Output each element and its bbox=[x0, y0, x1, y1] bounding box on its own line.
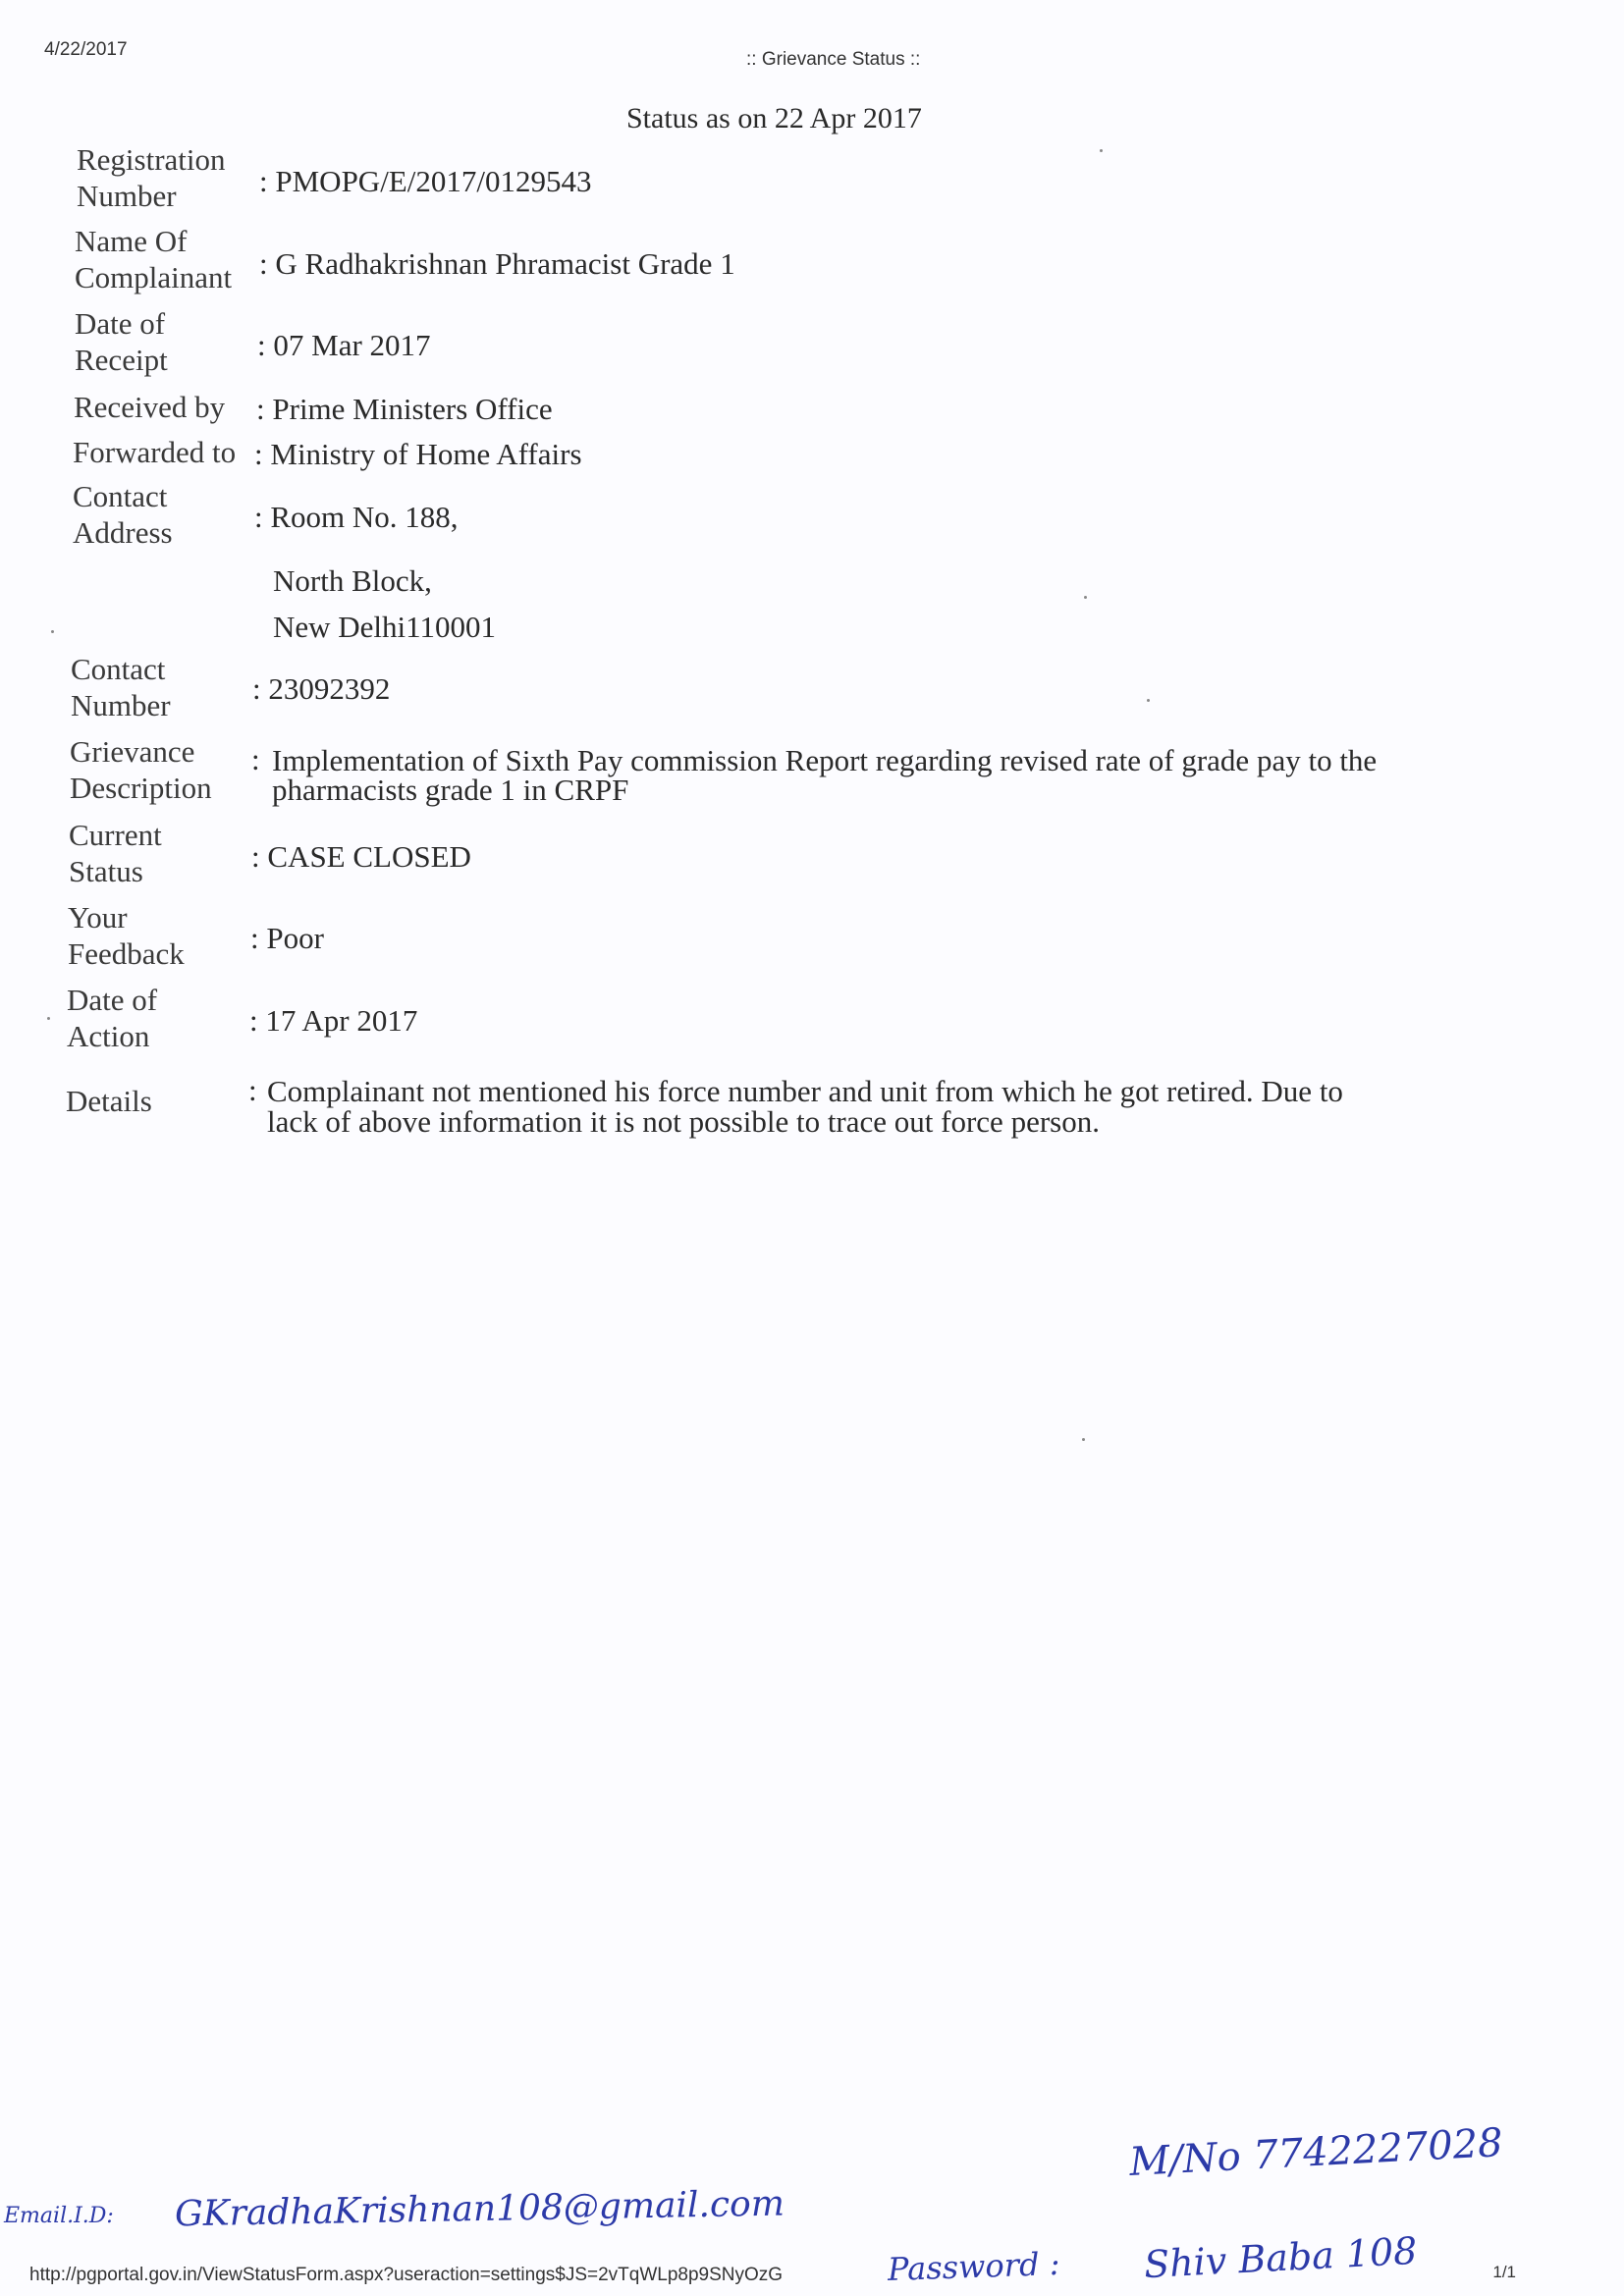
received-by-value: : Prime Ministers Office bbox=[256, 392, 553, 426]
complainant-name-value: : G Radhakrishnan Phramacist Grade 1 bbox=[259, 246, 735, 281]
status-heading: Status as on 22 Apr 2017 bbox=[626, 102, 922, 134]
page-number: 1/1 bbox=[1492, 2263, 1516, 2281]
registration-number-label: Registration Number bbox=[77, 142, 226, 213]
details-label: Details bbox=[66, 1084, 152, 1118]
feedback-value: : Poor bbox=[250, 921, 324, 955]
speck bbox=[1084, 596, 1087, 599]
speck bbox=[1100, 149, 1103, 152]
details-colon: : bbox=[248, 1073, 257, 1107]
contact-address-value: : Room No. 188, bbox=[254, 500, 459, 534]
contact-address-line2: North Block, bbox=[273, 563, 432, 598]
details-value: Complainant not mentioned his force number and unit from which he got retired. Due to lack of above information it is not possible to trace out force person. bbox=[267, 1074, 1343, 1139]
speck bbox=[1147, 699, 1150, 702]
action-date-label: Date of Action bbox=[67, 983, 158, 1053]
contact-number-value: : 23092392 bbox=[252, 671, 391, 706]
receipt-date-label: Date of Receipt bbox=[75, 306, 168, 377]
handwritten-password: Shiv Baba 108 bbox=[1143, 2228, 1419, 2287]
print-title: :: Grievance Status :: bbox=[746, 49, 921, 70]
speck bbox=[51, 630, 54, 633]
received-by-label: Received by bbox=[74, 390, 226, 424]
receipt-date-value: : 07 Mar 2017 bbox=[257, 328, 431, 362]
grievance-description-colon: : bbox=[251, 742, 260, 776]
handwritten-email-label: Email.I.D: bbox=[4, 2204, 114, 2228]
footer-url: http://pgportal.gov.in/ViewStatusForm.aspx?useraction=settings$JS=2vTqWLp8p9SNyOzG bbox=[29, 2265, 784, 2285]
speck bbox=[1082, 1438, 1085, 1441]
current-status-value: : CASE CLOSED bbox=[251, 839, 471, 874]
speck bbox=[47, 1017, 50, 1020]
complainant-name-label: Name Of Complainant bbox=[75, 224, 233, 294]
grievance-description-label: Grievance Description bbox=[70, 734, 212, 805]
grievance-description-value: Implementation of Sixth Pay commission Report regarding revised rate of grade pay to the pharmacists grade 1 in CRPF bbox=[272, 743, 1378, 807]
handwritten-mobile-number: M/No 7742227028 bbox=[1128, 2120, 1504, 2185]
print-date: 4/22/2017 bbox=[44, 39, 128, 60]
forwarded-to-label: Forwarded to bbox=[73, 435, 237, 469]
feedback-label: Your Feedback bbox=[68, 900, 185, 971]
forwarded-to-value: : Ministry of Home Affairs bbox=[254, 437, 582, 471]
current-status-label: Current Status bbox=[69, 818, 162, 888]
handwritten-password-label: Password : bbox=[887, 2244, 1061, 2289]
handwritten-email: GKradhaKrishnan108@gmail.com bbox=[174, 2183, 785, 2235]
contact-number-label: Contact Number bbox=[71, 652, 171, 722]
registration-number-value: : PMOPG/E/2017/0129543 bbox=[259, 164, 592, 198]
contact-address-line3: New Delhi110001 bbox=[273, 610, 497, 644]
contact-address-label: Contact Address bbox=[73, 479, 173, 550]
action-date-value: : 17 Apr 2017 bbox=[249, 1003, 418, 1038]
